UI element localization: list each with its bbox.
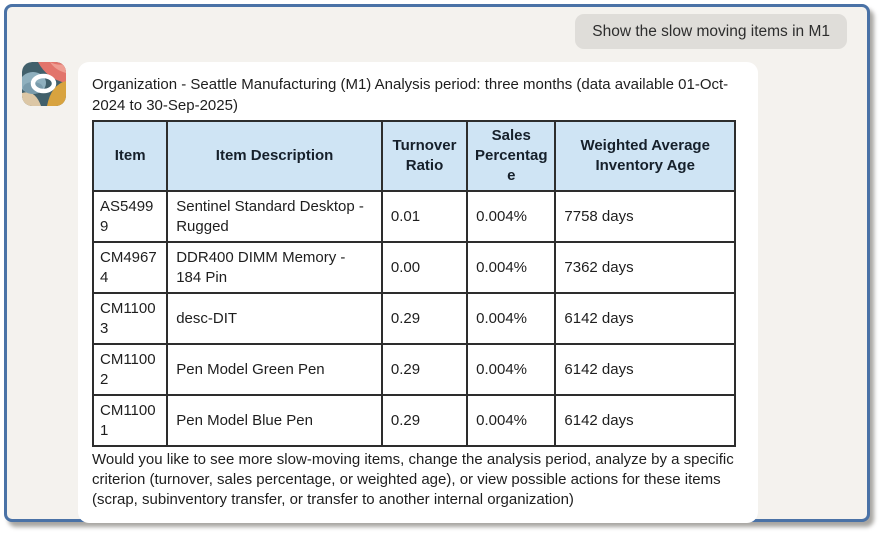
column-header-inventory-age: Weighted Average Inventory Age [555,121,735,191]
table-row [93,242,735,293]
table-header-row [93,121,735,191]
user-message-text: Show the slow moving items in M1 [592,23,830,40]
followup-question-text: Would you like to see more slow-moving items, change the analysis period, analyze by a specific criterion (turnover, sales percentage, or weighted age), or view possible actions for these items (scrap, subinventory transfer, or transfer to another internal organization) [92,451,734,508]
column-header-sales-percentage: Sales Percentage [467,121,555,191]
cell-item: AS54999 [93,191,167,242]
cell-inventory-age: 7758 days [555,191,735,242]
oracle-logo-icon [22,62,66,106]
cell-inventory-age: 6142 days [555,293,735,344]
cell-turnover-ratio: 0.29 [382,395,467,446]
cell-sales-percentage: 0.004% [467,395,555,446]
chat-window-frame [4,4,870,522]
cell-turnover-ratio: 0.00 [382,242,467,293]
cell-turnover-ratio: 0.29 [382,344,467,395]
cell-description: desc-DIT [167,293,382,344]
cell-sales-percentage: 0.004% [467,242,555,293]
assistant-message-card [78,62,758,523]
cell-inventory-age: 7362 days [555,242,735,293]
column-header-turnover-ratio: Turnover Ratio [382,121,467,191]
cell-description: Sentinel Standard Desktop - Rugged [167,191,382,242]
cell-item: CM11002 [93,344,167,395]
table-header [93,121,735,191]
cell-item: CM11003 [93,293,167,344]
table-row [93,395,735,446]
assistant-avatar [22,62,66,106]
user-message-bubble [575,14,847,49]
table-row [93,344,735,395]
analysis-summary-text: Organization - Seattle Manufacturing (M1) Analysis period: three months (data available 01-Oct-2024 to 30-Sep-2025) [92,76,729,114]
table-row [93,293,735,344]
cell-inventory-age: 6142 days [555,395,735,446]
cell-sales-percentage: 0.004% [467,344,555,395]
cell-description: Pen Model Green Pen [167,344,382,395]
cell-turnover-ratio: 0.29 [382,293,467,344]
column-header-description: Item Description [167,121,382,191]
cell-description: Pen Model Blue Pen [167,395,382,446]
cell-description: DDR400 DIMM Memory - 184 Pin [167,242,382,293]
cell-turnover-ratio: 0.01 [382,191,467,242]
table-row [93,191,735,242]
cell-item: CM11001 [93,395,167,446]
cell-inventory-age: 6142 days [555,344,735,395]
cell-sales-percentage: 0.004% [467,293,555,344]
assistant-message-row [22,62,758,523]
table-body [93,191,735,446]
slow-moving-items-table [92,120,736,447]
cell-sales-percentage: 0.004% [467,191,555,242]
cell-item: CM49674 [93,242,167,293]
column-header-item: Item [93,121,167,191]
